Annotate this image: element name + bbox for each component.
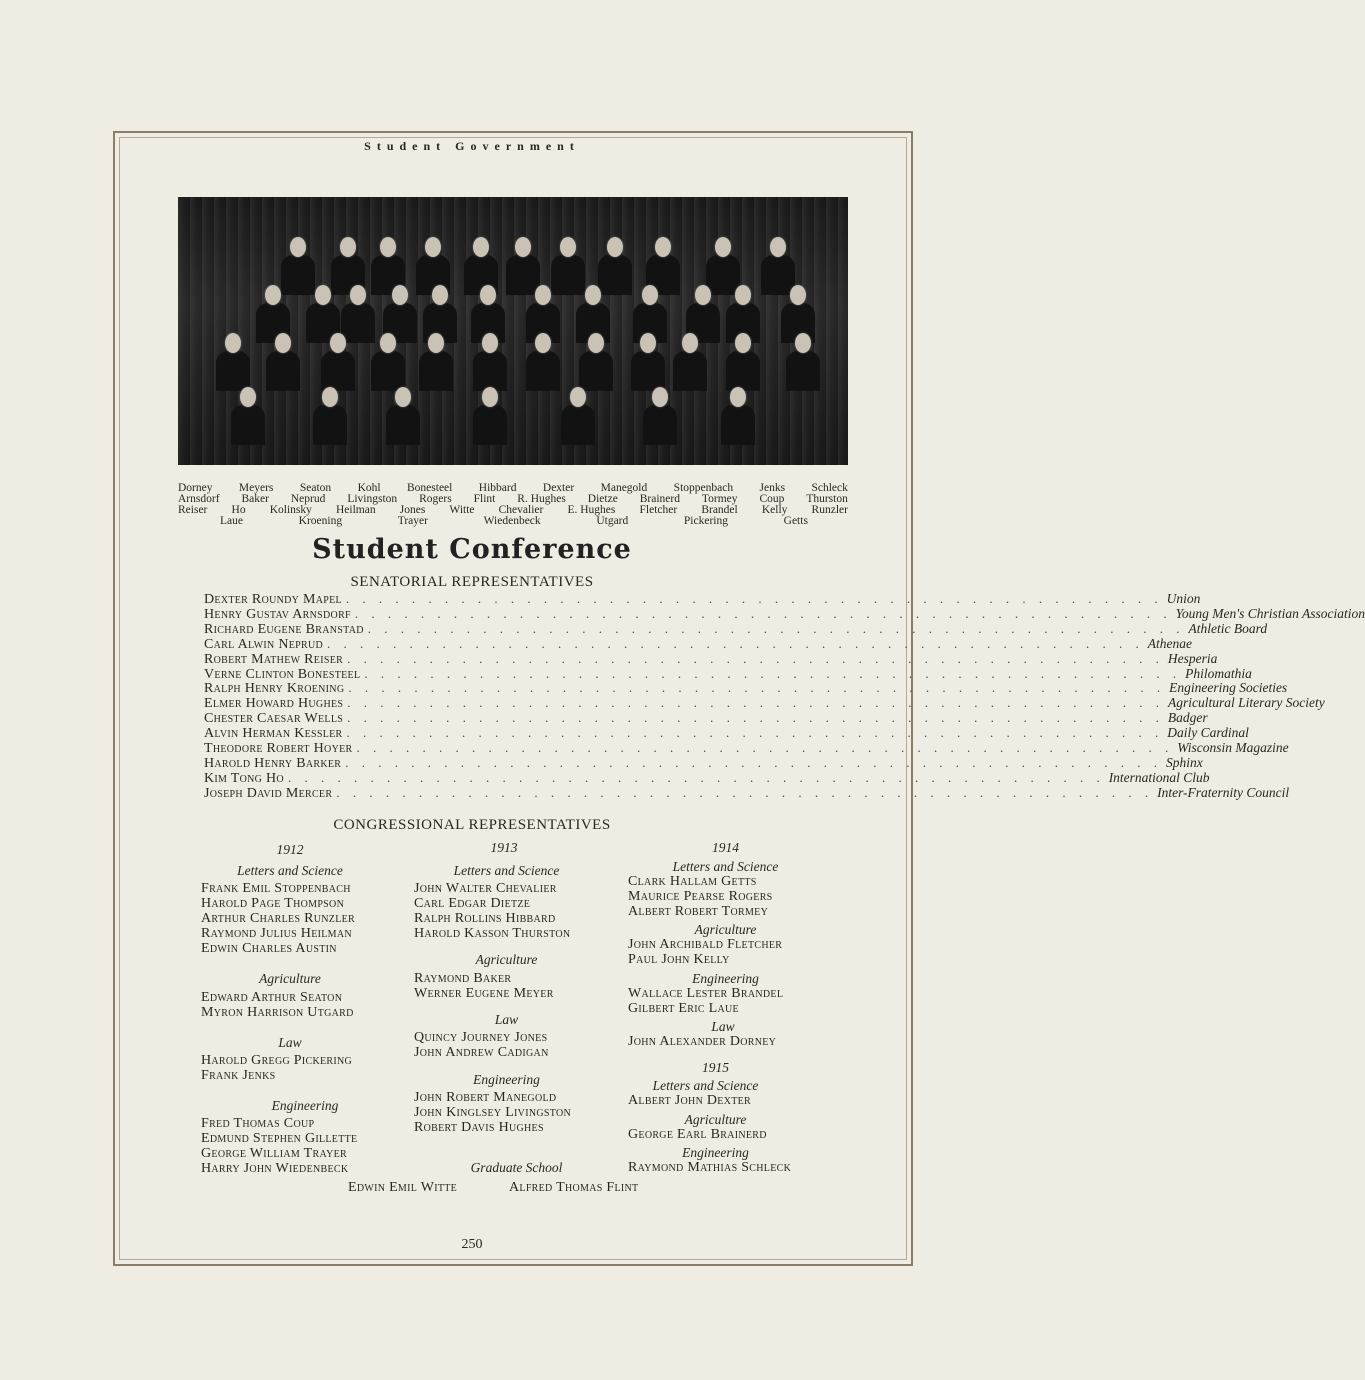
caption-name: Stoppenbach [673, 482, 734, 494]
figure-body [631, 351, 665, 391]
member-name: Maurice Pearse Rogers [628, 889, 773, 904]
member-name: Frank Emil Stoppenbach [201, 881, 351, 896]
member-name: John Walter Chevalier [414, 881, 557, 896]
member-name: Gilbert Eric Laue [628, 1001, 739, 1016]
senator-organization: Athletic Board [1188, 620, 1268, 636]
figure-head [432, 285, 448, 305]
figure-head [642, 285, 658, 305]
figure-head [340, 237, 356, 257]
group-label: Engineering [271, 1098, 339, 1113]
caption-name: Dorney [178, 482, 213, 494]
group-label: Letters and Science [672, 859, 779, 874]
group-label: Letters and Science [453, 863, 560, 878]
caption-name: R. Hughes [517, 493, 566, 505]
member-name: Paul John Kelly [628, 952, 730, 967]
figure-head [535, 285, 551, 305]
caption-name: Ho [231, 504, 246, 516]
member-name: Fred Thomas Coup [201, 1116, 315, 1131]
figure-head [735, 285, 751, 305]
caption-name: Fletcher [639, 504, 678, 516]
figure-head [652, 387, 668, 407]
figure-head [350, 285, 366, 305]
caption-name: Kelly [761, 504, 788, 516]
figure-head [380, 237, 396, 257]
member-name: Albert John Dexter [628, 1093, 752, 1108]
caption-name: Laue [220, 515, 243, 527]
caption-name: Utgard [596, 515, 629, 527]
senatorial-row: Joseph David Mercer . . . . . . . . . . . . . . . . . . . . . . . . . . . . . . . . . . . . . . . . . . . . . . . . . . Inter-Fraternity Council [204, 784, 1290, 801]
caption-name: Brandel [701, 504, 738, 516]
caption-name: Meyers [238, 482, 274, 494]
senator-name: Harold Henry Barker [204, 755, 342, 771]
group-label: Engineering [682, 1145, 749, 1160]
senatorial-row: Carl Alwin Neprud . . . . . . . . . . . . . . . . . . . . . . . . . . . . . . . . . . . . . . . . . . . . . . . . . . Athenae [204, 635, 1193, 652]
group-label: Engineering [473, 1072, 540, 1087]
figure-body [473, 405, 507, 445]
figure-head [290, 237, 306, 257]
senatorial-row: Henry Gustav Arnsdorf . . . . . . . . . . . . . . . . . . . . . . . . . . . . . . . . . . . . . . . . . . . . . . . . . . Young Men's Christian Association [204, 605, 1365, 622]
member-name: Edward Arthur Seaton [201, 990, 343, 1005]
caption-name: Flint [473, 493, 496, 505]
group-label: Agriculture [475, 952, 538, 967]
caption-name: Manegold [600, 482, 648, 494]
senator-name: Ralph Henry Kroening [204, 681, 345, 697]
group-label: Letters and Science [237, 863, 343, 878]
group-label: Agriculture [684, 1112, 747, 1127]
member-name: Harry John Wiedenbeck [201, 1161, 349, 1176]
caption-name: Bonesteel [407, 482, 453, 494]
member-name: Edwin Charles Austin [201, 941, 337, 956]
group-label: Engineering [692, 971, 759, 986]
senator-name: Theodore Robert Hoyer [204, 741, 353, 756]
figure-head [240, 387, 256, 407]
figure-body [579, 351, 613, 391]
figure-body [506, 255, 540, 295]
figure-body [643, 405, 677, 445]
group-label: Law [711, 1019, 735, 1034]
caption-name: Brainerd [639, 493, 680, 505]
caption-name: Chevalier [498, 504, 544, 516]
senator-name: Dexter Roundy Mapel [204, 592, 342, 607]
figure-body [526, 351, 560, 391]
member-name: George Earl Brainerd [628, 1127, 767, 1142]
member-name: Raymond Baker [414, 971, 512, 986]
running-head: Student Government [364, 139, 580, 153]
figure-body [726, 351, 760, 391]
senator-name: Chester Caesar Wells [204, 711, 344, 727]
figure-head [790, 285, 806, 305]
senator-name: Elmer Howard Hughes [204, 696, 344, 712]
caption-name: Reiser [178, 504, 208, 516]
figure-head [322, 387, 338, 407]
figure-body [281, 255, 315, 295]
member-name: Ralph Rollins Hibbard [414, 911, 556, 926]
member-name: Quincy Journey Jones [414, 1030, 548, 1045]
year-1912: 1912 [276, 842, 304, 857]
member-name: Harold Kasson Thurston [414, 926, 571, 941]
senatorial-row: Chester Caesar Wells . . . . . . . . . . . . . . . . . . . . . . . . . . . . . . . . . . . . . . . . . . . . . . . . . . Badger [204, 710, 1208, 727]
graduate-member-name: Edwin Emil Witte [348, 1180, 458, 1195]
figure-body [551, 255, 585, 295]
senator-organization: Philomathia [1185, 665, 1252, 681]
figure-body [761, 255, 795, 295]
member-name: Carl Edgar Dietze [414, 896, 531, 911]
senator-organization: Badger [1167, 710, 1208, 726]
caption-name: Heilman [336, 504, 376, 516]
group-label: Agriculture [259, 971, 321, 986]
caption-name: Baker [241, 493, 269, 505]
page-title: Student Conference [312, 534, 632, 565]
figure-body [419, 351, 453, 391]
caption-name: Dietze [587, 493, 618, 505]
senatorial-row: Richard Eugene Branstad . . . . . . . . . . . . . . . . . . . . . . . . . . . . . . . . . . . . . . . . . . . . . . . . . . Athletic Board [204, 620, 1268, 637]
member-name: John Robert Manegold [414, 1090, 557, 1105]
caption-name: Wiedenbeck [483, 515, 541, 527]
senator-name: Carl Alwin Neprud [204, 636, 324, 652]
member-name: Frank Jenks [201, 1068, 276, 1083]
member-name: George William Trayer [201, 1146, 347, 1161]
senatorial-row: Elmer Howard Hughes . . . . . . . . . . . . . . . . . . . . . . . . . . . . . . . . . . . . . . . . . . . . . . . . . . Agricultural Literary Society [204, 695, 1325, 712]
senator-name: Robert Mathew Reiser [204, 651, 344, 667]
figure-head [330, 333, 346, 353]
senator-organization: Sphinx [1166, 754, 1203, 770]
member-name: Arthur Charles Runzler [201, 911, 356, 926]
caption-name: Schleck [811, 482, 848, 494]
figure-head [482, 387, 498, 407]
figure-head [730, 387, 746, 407]
figure-head [535, 333, 551, 353]
year-1914: 1914 [712, 840, 739, 855]
member-name: Albert Robert Tormey [628, 904, 769, 919]
group-label: Law [278, 1035, 302, 1050]
figure-body [386, 405, 420, 445]
senatorial-row: Ralph Henry Kroening . . . . . . . . . . . . . . . . . . . . . . . . . . . . . . . . . . . . . . . . . . . . . . . . . . Engineering Societies [204, 680, 1288, 697]
caption-name: Livingston [347, 493, 398, 505]
figure-head [770, 237, 786, 257]
caption-name: Witte [449, 504, 475, 516]
caption-row [220, 516, 808, 527]
senator-name: Henry Gustav Arnsdorf [204, 606, 351, 622]
caption-name: Kolinsky [269, 504, 312, 516]
senatorial-row: Robert Mathew Reiser . . . . . . . . . . . . . . . . . . . . . . . . . . . . . . . . . . . . . . . . . . . . . . . . . . Hesperia [204, 650, 1218, 667]
figure-body [321, 351, 355, 391]
senator-name: Kim Tong Ho [204, 770, 284, 786]
senatorial-heading: SENATORIAL REPRESENTATIVES [350, 574, 594, 590]
caption-name: Rogers [419, 493, 452, 505]
figure-head [735, 333, 751, 353]
figure-head [515, 237, 531, 257]
group-label: Law [494, 1012, 519, 1027]
figure-body [371, 351, 405, 391]
caption-name: Dexter [542, 482, 575, 494]
caption-name: Seaton [299, 482, 332, 494]
senator-organization: International Club [1108, 769, 1210, 785]
figure-head [588, 333, 604, 353]
figure-head [715, 237, 731, 257]
group-label-graduate: Graduate School [470, 1160, 563, 1175]
caption-name: Hibbard [478, 482, 517, 494]
caption-name: Jones [399, 504, 426, 516]
figure-head [392, 285, 408, 305]
caption-name: E. Hughes [567, 504, 616, 516]
caption-name: Arnsdorf [178, 493, 220, 505]
figure-head [682, 333, 698, 353]
figure-body [266, 351, 300, 391]
graduate-member-name: Alfred Thomas Flint [509, 1180, 639, 1195]
figure-head [655, 237, 671, 257]
senator-organization: Engineering Societies [1169, 680, 1288, 696]
caption-name: Runzler [811, 504, 848, 516]
senator-name: Verne Clinton Bonesteel [204, 666, 361, 682]
caption-name: Thurston [806, 493, 848, 505]
caption-name: Neprud [290, 493, 326, 505]
figure-head [570, 387, 586, 407]
caption-row [178, 483, 848, 494]
member-name: John Archibald Fletcher [628, 937, 783, 952]
member-name: Edmund Stephen Gillette [201, 1131, 358, 1146]
figure-body [721, 405, 755, 445]
page-number: 250 [461, 1237, 483, 1252]
figure-head [482, 333, 498, 353]
figure-head [428, 333, 444, 353]
senator-organization: Wisconsin Magazine [1177, 740, 1289, 755]
group-label: Agriculture [694, 922, 757, 937]
senator-organization: Inter-Fraternity Council [1157, 784, 1290, 800]
member-name: Myron Harrison Utgard [201, 1005, 354, 1020]
senator-organization: Agricultural Literary Society [1168, 695, 1325, 711]
senator-name: Richard Eugene Branstad [204, 621, 364, 637]
figure-body [561, 405, 595, 445]
senatorial-row: Harold Henry Barker . . . . . . . . . . . . . . . . . . . . . . . . . . . . . . . . . . . . . . . . . . . . . . . . . . Sphinx [204, 754, 1203, 771]
member-name: Harold Gregg Pickering [201, 1053, 353, 1068]
member-name: Clark Hallam Getts [628, 874, 757, 889]
figure-head [585, 285, 601, 305]
senator-organization: Young Men's Christian Association [1175, 605, 1365, 621]
figure-body [598, 255, 632, 295]
figure-head [695, 285, 711, 305]
figure-head [315, 285, 331, 305]
figure-head [480, 285, 496, 305]
senatorial-row: Dexter Roundy Mapel . . . . . . . . . . . . . . . . . . . . . . . . . . . . . . . . . . . . . . . . . . . . . . . . . . Union [204, 591, 1201, 607]
year-1913: 1913 [490, 840, 518, 855]
member-name: Robert Davis Hughes [414, 1120, 544, 1135]
member-name: Wallace Lester Brandel [628, 986, 784, 1001]
caption-name: Kohl [357, 482, 381, 494]
senator-name: Joseph David Mercer [204, 785, 333, 801]
senator-organization: Daily Cardinal [1167, 725, 1249, 741]
senator-organization: Athenae [1147, 635, 1193, 651]
figure-head [395, 387, 411, 407]
caption-name: Pickering [683, 515, 728, 527]
year-1915: 1915 [702, 1060, 729, 1075]
figure-body [231, 405, 265, 445]
figure-head [265, 285, 281, 305]
congressional-heading: CONGRESSIONAL REPRESENTATIVES [333, 817, 611, 833]
member-name: John Kinglsey Livingston [414, 1105, 572, 1120]
figure-head [640, 333, 656, 353]
figure-head [473, 237, 489, 257]
figure-body [706, 255, 740, 295]
figure-head [425, 237, 441, 257]
figure-body [673, 351, 707, 391]
figure-head [275, 333, 291, 353]
figure-head [607, 237, 623, 257]
senator-organization: Hesperia [1167, 650, 1218, 666]
group-label: Letters and Science [652, 1078, 759, 1093]
group-photograph [178, 197, 848, 465]
figure-head [560, 237, 576, 257]
senatorial-row: Alvin Herman Kessler . . . . . . . . . . . . . . . . . . . . . . . . . . . . . . . . . . . . . . . . . . . . . . . . . . Daily Cardinal [204, 725, 1249, 742]
figure-head [380, 333, 396, 353]
senator-organization: Union [1166, 591, 1201, 606]
member-name: John Andrew Cadigan [414, 1045, 549, 1060]
senatorial-row: Verne Clinton Bonesteel . . . . . . . . . . . . . . . . . . . . . . . . . . . . . . . . . . . . . . . . . . . . . . . . . . Philomathia [204, 665, 1252, 682]
caption-name: Getts [783, 515, 808, 527]
caption-name: Trayer [397, 515, 428, 527]
member-name: Raymond Mathias Schleck [628, 1160, 792, 1175]
caption-name: Tormey [701, 493, 738, 505]
figure-head [795, 333, 811, 353]
caption-name: Coup [759, 493, 785, 505]
senatorial-row: Kim Tong Ho . . . . . . . . . . . . . . . . . . . . . . . . . . . . . . . . . . . . . . . . . . . . . . . . . . International Club [204, 769, 1210, 786]
senator-name: Alvin Herman Kessler [204, 726, 343, 742]
figure-body [216, 351, 250, 391]
figure-body [341, 303, 375, 343]
caption-name: Kroening [298, 515, 343, 527]
figure-body [786, 351, 820, 391]
member-name: Raymond Julius Heilman [201, 926, 352, 941]
senatorial-row: Theodore Robert Hoyer . . . . . . . . . . . . . . . . . . . . . . . . . . . . . . . . . . . . . . . . . . . . . . . . . . Wisconsin Magazine [204, 740, 1289, 756]
member-name: Harold Page Thompson [201, 896, 345, 911]
figure-body [473, 351, 507, 391]
member-name: John Alexander Dorney [628, 1034, 777, 1049]
figure-body [313, 405, 347, 445]
figure-head [225, 333, 241, 353]
caption-name: Jenks [759, 482, 786, 494]
member-name: Werner Eugene Meyer [414, 986, 554, 1001]
